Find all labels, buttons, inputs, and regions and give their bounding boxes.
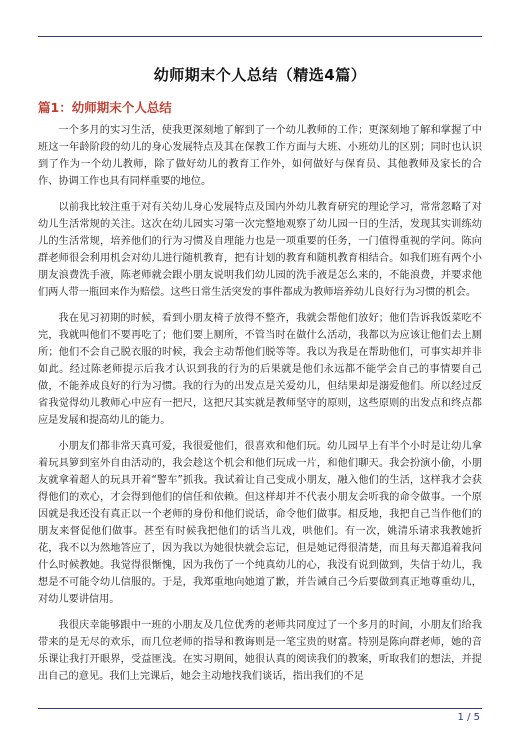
page-number: 1 / 5	[457, 712, 480, 723]
paragraph-2: 以前我比较注重于对有关幼儿身心发展特点及国内外幼儿教育研究的理论学习，常常忽略了对幼儿生活常规的关注。这次在幼儿园实习第一次完整地观察了幼儿园一日的生活，发现其实训练幼儿的生活常规，培养他们的行为习惯及自理能力也是一项重要的任务，一门值得重视的学问。陈向群老师很会利用机会对幼儿进行随机教育，把有计划的教育和随机教育相结合。如我们班有两个小朋友浪费洗手液，陈老师就会跟小朋友说明我们幼儿园的洗手液是怎么来的，不能浪费，并要求他们两人带一瓶回来作为赔偿。这些日常生活突发的事件都成为教师培养幼儿良好行为习惯的机会。	[38, 202, 482, 298]
header-rule	[38, 36, 482, 37]
paragraph-5: 我很庆幸能够跟中一班的小朋友及几位优秀的老师共同度过了一个多月的时间，小朋友们给我带来的是无尽的欢乐，而几位老师的指导和教诲则是一笔宝贵的财富。特别是陈向群老师，她的音乐课让我打开眼界，受益匪浅。在实习期间，她很认真的阅读我们的教案，听取我们的想法，并提出自己的意见。我们上完课后，她会主动地找我们谈话，指出我们的不足	[38, 620, 482, 682]
paragraph-3: 我在见习初期的时候，看到小朋友椅子放得不整齐，我就会帮他们放好；他们告诉我饭菜吃不完，我就叫他们不要再吃了；他们要上厕所，不管当时在做什么活动，我都以为应该让他们去上厕所；他们不会自己脱衣服的时候，我会主动帮他们脱等等。我以为我是在帮助他们，可事实却并非如此。经过陈老师提示后我才认识到我的行为的后果就是他们永远都不能学会自己的事情要自己做，不能养成良好的行为习惯。我的行为的出发点是关爱幼儿，但结果却是溺爱他们。所以经过反省我觉得幼儿教师心中应有一把尺，这把尺其实就是教师坚守的原则，这些原则的出发点和终点都应是发展和提高幼儿的能力。	[38, 313, 482, 426]
paragraph-1: 一个多月的实习生活，使我更深刻地了解到了一个幼儿教师的工作；更深刻地了解和掌握了中班这一年龄阶段的幼儿的身心发展特点及其在保教工作方面与大班、小班幼儿的区别；同时也认识到了作为一个幼儿教师，除了做好幼儿的教育工作外，如何做好与保育员、其他教师及家长的合作、协调工作也具有同样重要的地位。	[38, 125, 482, 187]
section-heading: 篇1：幼师期末个人总结	[38, 100, 172, 115]
document-title: 幼师期末个人总结（精选4篇）	[153, 66, 367, 84]
paragraph-4: 小朋友们都非常天真可爱，我很爱他们，很喜欢和他们玩。幼儿园早上有半个小时是让幼儿拿着玩具箩到室外自由活动的，我会趁这个机会和他们玩成一片，和他们聊天。我会扮演小偷，小朋友就拿着超人的玩具开着“警车”抓我。我试着让自己变成小朋友，融入他们的生活，这样我才会获得他们的欢心，才会得到他们的信任和依赖。但这样却并不代表小朋友会听我的命令做事。一个原因就是我还没有真正以一个老师的身份和他们说话，命令他们做事。相反地，我把自己当作他们的朋友来督促他们做事。甚至有时候我把他们的话当儿戏，哄他们。有一次，姚清乐请求我教她折花，我不以为然地答应了，因为我以为她很快就会忘记，但是她记得很清楚，而且每天都追着我问什么时候教她。我觉得很惭愧，因为我伤了一个纯真幼儿的心，我没有说到做到，失信于幼儿，我想是不可能令幼儿信服的。于是，我郑重地向她道了歉，并告诫自己今后要做到真正地尊重幼儿，对幼儿要讲信用。	[38, 441, 482, 605]
document-body	[38, 122, 482, 694]
footer-rule	[38, 708, 482, 709]
